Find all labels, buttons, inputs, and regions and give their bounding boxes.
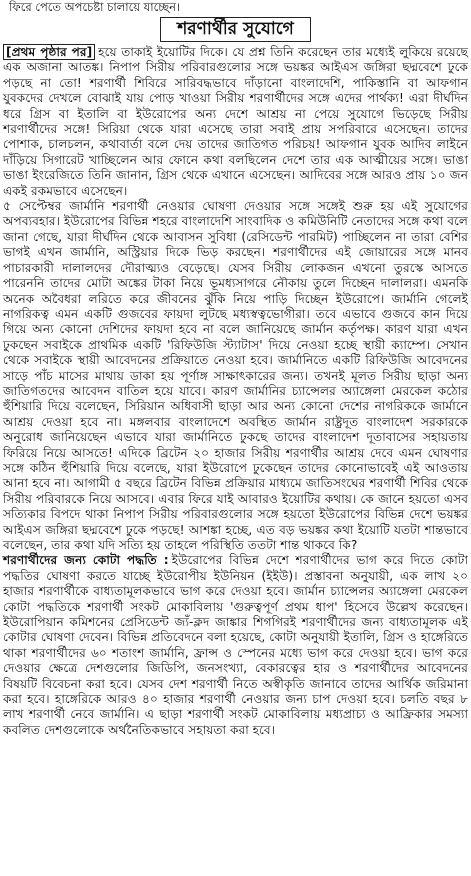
paragraph-2: ৫ সেপ্টেম্বর জার্মানি শরণার্থী নেওয়ার ঘোষণা দেওয়ার সঙ্গে সঙ্গেই শুরু হয় এই সুযোগের অপব্যবহার। ইউরোপের বিভিন্ন শহরে বাংলাদেশি সাংবাদিক ও কমিউনিটি নেতাদের সঙ্গে কথা বলে জানা গেছে, যারা দীর্ঘদিন থেকে আবাসন সুবিধা (রেসিডেন্ট পারমিট) পাচ্ছিলেন না তারা বেশির ভাগই এখন জার্মানি, অস্ট্রিয়ার দিকে ভিড় করছেন। শরণার্থীদের এই জোয়ারের সঙ্গে মানব পাচারকারী দালালদের দৌরাত্ম্যও বেড়েছে। যেসব সিরীয় লোকজন এখনো তুরস্কে আসতে পারেননি তাদের মোটা অঙ্কের টাকা নিয়ে ভূমধ্যসাগরে নৌকায় তুলে দিচ্ছেন দালালরা। এমনকি অনেক অবৈধরা লরিতে করে জীবনের ঝুঁকি নিয়ে পাড়ি দিচ্ছেন ইউরোপে। জার্মানি গেলেই নাগরিকত্ব এমন একটি গুজবের ফায়দা লুটছে মধ্যস্বত্বভোগীরা। তবে এভাবে গুজবে কান দিয়ে গিয়ে অন্য কোনো দেশিদের ফায়দা হবে না বলে জানিয়েছে জার্মান কর্তৃপক্ষ। কারণ যারা এখন ঢুকছেন সবাইকে প্রাথমিক একটি 'রিফিউজি স্ট্যাটাস' দিয়ে নেওয়া হচ্ছে স্থায়ী ক্যাম্পে। সেখান থেকে সবাইকে স্থায়ী আবেদনের প্রক্রিয়াতে নেওয়া হবে। জার্মানিতে একটি রিফিউজি আবেদনের সাড়ে পাঁচ মাসের মাথায় ডাকা হয় পূর্ণাঙ্গ সাক্ষাৎকারের জন্য। তখনই মূলত সিরীয় ছাড়া অন্য জাতিগতদের আবেদন বাতিল হয়ে যাবে। কারণ জার্মানির চ্যান্সেলর অ্যাঙ্গেলা মেরকেল কঠোর হুঁশিয়ারি দিয়ে বলেছেন, সিরিয়ান অধিবাসী ছাড়া আর অন্য কোনো দেশের নাগরিককে জার্মানে আশ্রয় দেওয়া হবে না। মঙ্গলবার বাংলাদেশে অবস্থিত জার্মান রাষ্ট্রদূত বাংলাদেশ সরকারকে অনুরোধ জানিয়েছেন এভাবে যারা জার্মানিতে ঢুকছে তাদের বাংলাদেশ দূতাবাসের সহায়তায় ফিরিয়ে নিয়ে আসতে! এদিকে ব্রিটেন ২০ হাজার সিরীয় শরণার্থীর আশ্রয় দেবে এমন ঘোষণার সঙ্গে কঠিন হুঁশিয়ারি দিয়ে বলেছে, যারা ইউরোপে ঢুকেছেন তাদের কোনোভাবেই এই আওতায় আনা হবে না। আগামী ৫ বছরে ব্রিটেন বিভিন্ন প্রক্রিয়ার মাধ্যমে জাতিসংঘের শরণার্থী শিবির থেকে সিরীয় পরিবারকে নিয়ে আসবে। এবার ফিরে যাই আবারও ইয়োটির কথায়। কে জানে হয়তো এসব সত্যিকার বিপদে থাকা নিপাপ সিরীয় পরিবারগুলোর সঙ্গে হয়তো ইউরোপের বিভিন্ন দেশে ভয়ঙ্কর আইএস জঙ্গিরা ছদ্মবেশে ঢুকে পড়ছে! আশঙ্কা হচ্ছে, এত বড় ভয়ঙ্কর কথা ইয়োটি যতটা শান্তভাবে বলেছেন, তার কথা যদি সত্যি হয় তাহলে পরিস্থিতি ততটা শান্ত থাকবে কি?: [3, 199, 468, 552]
paragraph-1-text: হয়ে তাকাই ইয়োটির দিকে। যে প্রশ্ন তিনি করেছেন তার মধ্যেই লুকিয়ে রয়েছে এক অজানা আতঙ্ক। নিপাপ সিরীয় পরিবারগুলোর সঙ্গে ভয়ঙ্কর আইএস জঙ্গিরা ছদ্মবেশে ঢুকে পড়ছে না তো! শরণার্থী শিবিরে সারিবদ্ধভাবে দাঁড়ানো বাংলাদেশি, পাকিস্তানি বা আফগান যুবকদের দেখলে বোঝাই যায় পোড় খাওয়া সিরীয় শরণার্থীদের সঙ্গে এদের পার্থক্য! এরা দীর্ঘদিন ধরে গ্রিস বা ইতালি বা ইউরোপের অন্য দেশে আশ্রয় না পেয়ে সুযোগে ভিড়েছে সিরীয় শরণার্থীদের সঙ্গে! সিরিয়া থেকে যারা এসেছে তারা সবাই প্রায় সপরিবারে এসেছেন। তাদের পোশাক, চালচলন, কথাবার্তা বলে দেয় তাদের জাতিগত পরিচয়! আফগান যুবক আদিব লাইনে দাঁড়িয়ে সিগারেট খাচ্ছিলেন আর ফোনে কথা বলছিলেন দেশে তার এক আত্মীয়ের সঙ্গে। ভাঙা ভাঙা ইংরেজিতে তিনি জানান, গ্রিস থেকে এখানে এসেছেন। আদিবের সঙ্গে আরও প্রায় ১০ জন একই রকমভাবে এসেছেন।: [3, 45, 469, 198]
continued-from-first-page-label: [প্রথম পৃষ্ঠার পর]: [3, 44, 95, 60]
article-body: [3, 45, 468, 738]
quota-system-subheading: শরণার্থীদের জন্য কোটা পদ্ধতি :: [3, 553, 169, 568]
headline-container: [3, 17, 468, 45]
previous-article-fragment: ফিরে পেতে অপচেষ্টা চালায়ে যাচ্ছেন।: [9, 0, 181, 14]
paragraph-1: [3, 45, 468, 199]
article-headline: শরণার্থীর সুযোগে: [160, 17, 311, 42]
paragraph-3: [3, 553, 468, 738]
paragraph-3-text: ইউরোপের বিভিন্ন দেশে শরণার্থীদের ভাগ করে দিতে কোটা পদ্ধতির ঘোষণা করতে যাচ্ছে ইউরোপীয় ইউনিয়ন (ইইউ)। প্রস্তাবনা অনুযায়ী, এক লাখ ২০ হাজার শরণার্থীকে বাধ্যতামূলকভাবে ভাগ করে দেওয়া হবে। জার্মান চ্যান্সেলর অ্যাঙ্গেলা মেরকেল কোটা পদ্ধতিকে শরণার্থী সংকট মোকাবিলায় 'গুরুত্বপূর্ণ প্রথম ধাপ' হিসেবে উল্লেখ করেছেন। ইউরোপিয়ান কমিশনের প্রেসিডেন্ট জ্যঁ-ক্লদ জাঙ্কার শিগগিরই শরণার্থীদের জন্য বাধ্যতামূলক এই কোটার ঘোষণা দেবেন। বিভিন্ন প্রতিবেদনে বলা হয়েছে, কোটা অনুযায়ী ইতালি, গ্রিস ও হাঙ্গেরিতে থাকা শরণার্থীদের ৬০ শতাংশ জার্মানি, ফ্রান্স ও স্পেনের মধ্যে ভাগ করে দেওয়া হবে। ভাগ করে দেওয়ার ক্ষেত্রে দেশগুলোর জিডিপি, জনসংখ্যা, বেকারত্বের হার ও শরণার্থীদের আবেদনের বিষয়টি বিবেচনা করা হবে। যেসব দেশ শরণার্থী নিতে অস্বীকৃতি জানাবে তাদের আর্থিক জরিমানা করা হবে। হাঙ্গেরিকে আরও ৪০ হাজার শরণার্থী নেওয়ার জন্য চাপ দেওয়া হবে। চলতি বছর ৮ লাখ শরণার্থী নেবে জার্মানি। এ ছাড়া শরণার্থী সংকট মোকাবিলায় মধ্যপ্রাচ্য ও আফ্রিকার সমস্যা কবলিত দেশগুলোকে অর্থনৈতিকভাবে সহায়তা করা হবে।: [3, 553, 468, 737]
